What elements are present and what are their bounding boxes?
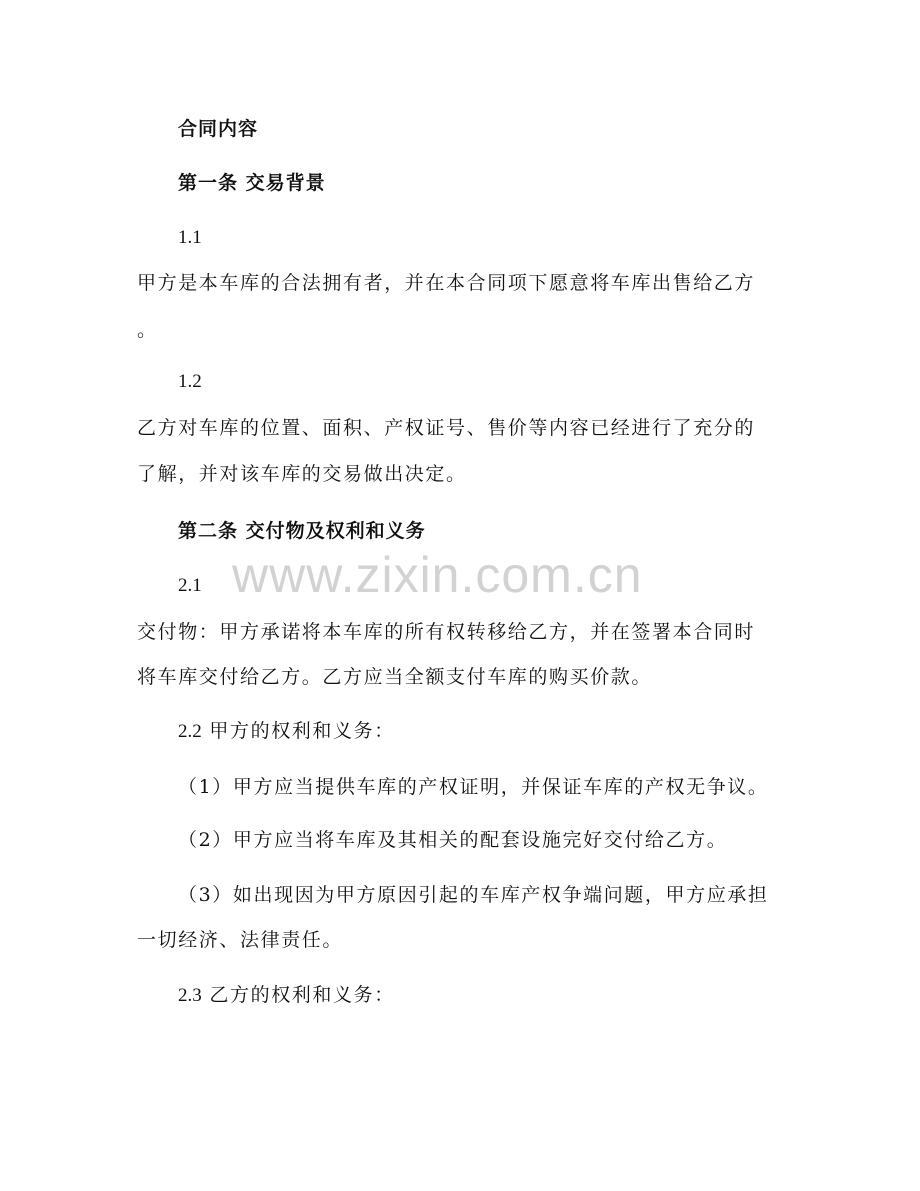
- clause-2-3-number: 2.3: [178, 985, 202, 1006]
- clause-2-2-number: 2.2: [178, 721, 202, 742]
- clause-1-2-text-line-2: 了解，并对该车库的交易做出决定。: [137, 463, 467, 485]
- clause-2-1-text-line-1: 交付物：甲方承诺将本车库的所有权转移给乙方，并在签署本合同时: [137, 621, 756, 643]
- clause-2-1-number: 2.1: [178, 575, 202, 596]
- clause-2-2-title: 甲方的权利和义务：: [209, 720, 395, 742]
- clause-1-2-text-line-1: 乙方对车库的位置、面积、产权证号、售价等内容已经进行了充分的: [137, 417, 756, 439]
- clause-2-2-item-2: （2）甲方应当将车库及其相关的配套设施完好交付给乙方。: [178, 829, 728, 851]
- clause-2-2-item-3-line-2: 一切经济、法律责任。: [137, 929, 344, 951]
- article-1-heading: 第一条 交易背景: [178, 172, 326, 194]
- clause-2-3-heading: [178, 983, 395, 1008]
- watermark: www.zixin.com.cn: [232, 547, 643, 603]
- clause-1-1-number: 1.1: [178, 227, 202, 248]
- clause-2-2-item-1: （1）甲方应当提供车库的产权证明，并保证车库的产权无争议。: [178, 776, 769, 798]
- clause-2-1-text-line-2: 将车库交付给乙方。乙方应当全额支付车库的购买价款。: [137, 666, 653, 688]
- clause-1-2-number: 1.2: [178, 371, 202, 392]
- document-title: 合同内容: [178, 118, 259, 140]
- clause-1-1-text-line-1: 甲方是本车库的合法拥有者，并在本合同项下愿意将车库出售给乙方: [137, 272, 756, 294]
- clause-1-1-text-line-2: 。: [137, 319, 158, 341]
- clause-2-2-item-3-line-1: （3）如出现因为甲方原因引起的车库产权争端问题，甲方应承担: [178, 884, 769, 906]
- clause-2-3-title: 乙方的权利和义务：: [209, 984, 395, 1006]
- article-2-heading: 第二条 交付物及权利和义务: [178, 520, 426, 542]
- clause-2-2-heading: [178, 719, 395, 744]
